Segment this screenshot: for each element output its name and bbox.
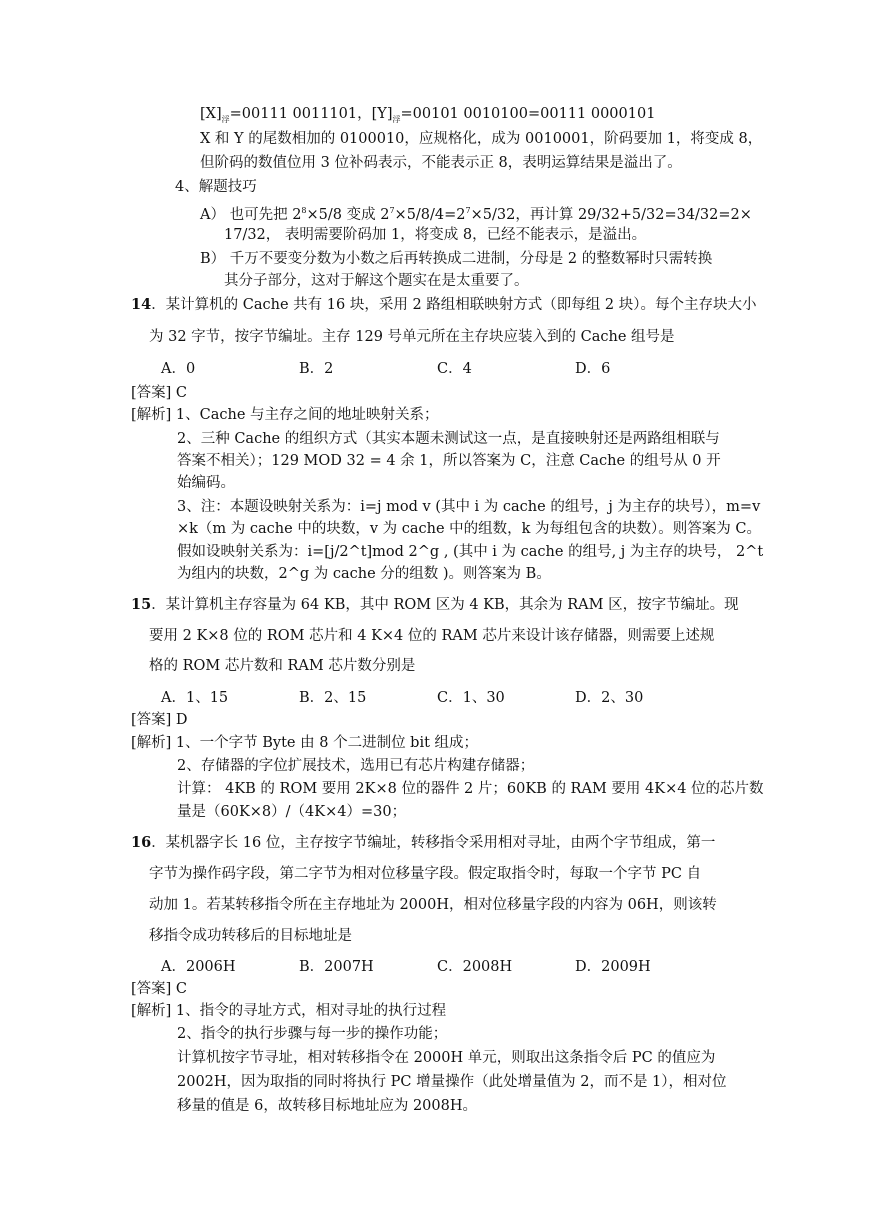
question-15-stem: 格的 ROM 芯片数和 RAM 芯片数分别是 <box>149 658 416 674</box>
intro-line: X 和 Y 的尾数相加的 0100010，应规格化，成为 0010001，阶码要加 1，将变成 8， <box>200 131 763 147</box>
tip-b-line: 其分子部分，这对于解这个题实在是太重要了。 <box>224 273 529 289</box>
option-b: B．2、15 <box>299 690 367 706</box>
question-number: 14 <box>131 296 152 313</box>
option-a: A．2006H <box>161 959 236 975</box>
superscript: 7 <box>389 206 395 215</box>
tip-b-line: B） 千万不要变分数为小数之后再转换成二进制，分母是 2 的整数幂时只需转换 <box>200 251 713 267</box>
analysis-line: 2002H，因为取指的同时将执行 PC 增量操作（此处增量值为 2，而不是 1），相对位 <box>177 1074 727 1090</box>
question-15-stem: 要用 2 K×8 位的 ROM 芯片和 4 K×4 位的 RAM 芯片来设计该存储器，则需要上述规 <box>149 628 715 644</box>
analysis-line: [解析] 1、指令的寻址方式，相对寻址的执行过程 <box>131 1003 447 1019</box>
superscript: 8 <box>301 206 307 215</box>
option-c: C．2008H <box>437 959 513 975</box>
option-b: B．2 <box>299 361 334 377</box>
question-16-stem <box>131 834 715 852</box>
option-d: D．6 <box>575 361 611 377</box>
text-segment: =00111 0011101，[Y] <box>229 106 393 122</box>
tip-a-line: 17/32， 表明需要阶码加 1，将变成 8，已经不能表示，是溢出。 <box>224 227 647 243</box>
analysis-line: ×k（m 为 cache 中的块数，v 为 cache 中的组数，k 为每组包含的块数）。则答案为 C。 <box>177 521 761 537</box>
analysis-line: 3、注：本题设映射关系为：i=j mod v (其中 i 为 cache 的组号，j 为主存的块号），m=v <box>177 499 761 515</box>
question-14-stem <box>131 296 757 314</box>
text-segment: ×5/32，再计算 29/32+5/32=34/32=2× <box>470 206 752 223</box>
analysis-line: 始编码。 <box>177 475 235 491</box>
option-b: B．2007H <box>299 959 374 975</box>
answer: [答案] D <box>131 712 188 728</box>
intro-line: 但阶码的数值位用 3 位补码表示，不能表示正 8，表明运算结果是溢出了。 <box>200 155 682 171</box>
option-a: A．1、15 <box>161 690 229 706</box>
subscript: 浮 <box>221 114 230 124</box>
analysis-line: 2、存储器的字位扩展技术，选用已有芯片构建存储器； <box>177 758 535 774</box>
question-16-stem: 字节为操作码字段，第二字节为相对位移量字段。假定取指令时，每取一个字节 PC 自 <box>149 866 702 882</box>
analysis-line: [解析] 1、一个字节 Byte 由 8 个二进制位 bit 组成； <box>131 735 479 751</box>
option-d: D．2、30 <box>575 690 644 706</box>
tip-title: 4、解题技巧 <box>175 179 257 195</box>
text-segment: ×5/8/4=2 <box>394 206 466 223</box>
text-segment: ×5/8 变成 2 <box>306 206 390 223</box>
tip-a-line <box>200 202 752 224</box>
analysis-line: 量是（60K×8）/（4K×4）=30； <box>177 804 407 820</box>
superscript: 7 <box>465 206 471 215</box>
analysis-line: 2、指令的执行步骤与每一步的操作功能； <box>177 1026 448 1042</box>
question-number: 16 <box>131 834 152 851</box>
option-c: C．1、30 <box>437 690 505 706</box>
question-16-stem: 移指令成功转移后的目标地址是 <box>149 928 352 944</box>
analysis-line: 假如设映射关系为：i=[j/2^t]mod 2^g , (其中 i 为 cache 的组号, j 为主存的块号， 2^t <box>177 544 764 560</box>
answer: [答案] C <box>131 981 188 997</box>
question-text: ．某计算机主存容量为 64 KB，其中 ROM 区为 4 KB，其余为 RAM 区，按字节编址。现 <box>151 597 739 613</box>
question-16-stem: 动加 1。若某转移指令所在主存地址为 2000H，相对位移量字段的内容为 06H，则该转 <box>149 897 717 913</box>
option-d: D．2009H <box>575 959 651 975</box>
question-text: ．某计算机的 Cache 共有 16 块，采用 2 路组相联映射方式（即每组 2 块）。每个主存块大小 <box>151 297 757 313</box>
text-segment: =00101 0010100=00111 0000101 <box>400 106 656 122</box>
analysis-line: 答案不相关）；129 MOD 32 = 4 余 1，所以答案为 C，注意 Cache 的组号从 0 开 <box>177 453 721 469</box>
analysis-line: 移量的值是 6，故转移目标地址应为 2008H。 <box>177 1098 477 1114</box>
text-segment: [X] <box>200 106 222 122</box>
question-number: 15 <box>131 596 152 613</box>
analysis-line: [解析] 1、Cache 与主存之间的地址映射关系； <box>131 407 439 423</box>
question-text: ．某机器字长 16 位，主存按字节编址，转移指令采用相对寻址，由两个字节组成，第一 <box>151 835 716 851</box>
analysis-line: 为组内的块数，2^g 为 cache 分的组数 )。则答案为 B。 <box>177 566 551 582</box>
subscript: 浮 <box>392 114 401 124</box>
text-segment: A） 也可先把 2 <box>200 206 302 223</box>
analysis-line: 计算： 4KB 的 ROM 要用 2K×8 位的器件 2 片；60KB 的 RAM 要用 4K×4 位的芯片数 <box>177 781 764 797</box>
intro-float-line <box>200 105 655 129</box>
option-c: C．4 <box>437 361 472 377</box>
answer: [答案] C <box>131 385 188 401</box>
question-14-stem: 为 32 字节，按字节编址。主存 129 号单元所在主存块应装入到的 Cache 组号是 <box>149 329 675 345</box>
question-15-stem <box>131 596 739 614</box>
analysis-line: 计算机按字节寻址，相对转移指令在 2000H 单元，则取出这条指令后 PC 的值应为 <box>177 1050 716 1066</box>
analysis-line: 2、三种 Cache 的组织方式（其实本题未测试这一点，是直接映射还是两路组相联与 <box>177 431 720 447</box>
option-a: A．0 <box>161 361 196 377</box>
